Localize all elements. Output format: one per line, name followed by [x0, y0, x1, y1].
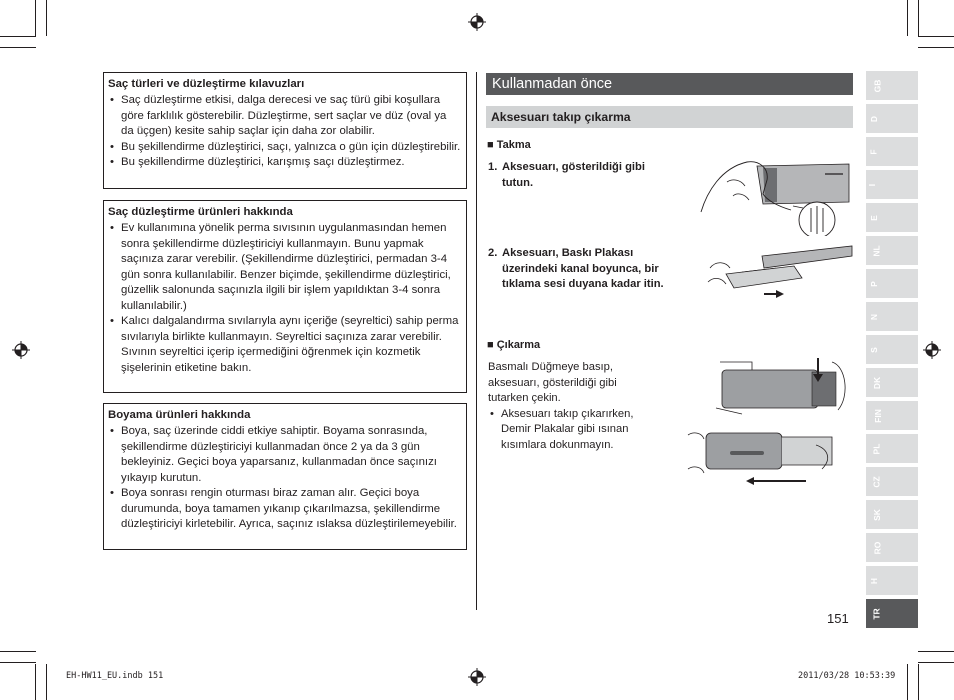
list-item: • Ev kullanımına yönelik perma sıvısının uygulanmasından hemen sonra şekillendirme düzleştiriciyi kullanmayın. Bunu yapmak saçınıza zarar verebilir. (Şekillendirme düzleştirici, permadan 3-4 gün sonra kullanılabilir. Benzer biçimde, şekillendirme düzleştirici, güzellik salonunda saçınızla ilgili bir işlem yapıldıktan 3-4 sonra kullanılabilir.): [108, 221, 462, 314]
language-tab-sk[interactable]: [866, 500, 918, 529]
registration-mark-icon: [468, 13, 486, 31]
list-item: • Boya sonrası rengin oturması biraz zaman alır. Geçici boya durumunda, boya tamamen yıkanıp çıkarılmazsa, şekillendirme düzleştiriciyi kirletebilir. Ayrıca, saçınız ıslaksa düzleştirilemeyebilir.: [108, 486, 462, 533]
attachment-hold-illustration: [697, 152, 853, 236]
language-tab-f[interactable]: [866, 137, 918, 166]
crop-mark: [0, 47, 36, 48]
dyeing-products-box: [103, 403, 467, 550]
crop-mark: [35, 664, 36, 700]
step-1: 1. Aksesuarı, gösterildiği gibi tutun.: [488, 161, 645, 189]
language-tab-n[interactable]: [866, 302, 918, 331]
language-tab-label: P: [868, 280, 879, 287]
language-tab-s[interactable]: [866, 335, 918, 364]
remove-label: ■ Çıkarma: [487, 339, 541, 351]
step-2: 2. Aksesuarı, Baskı Plakası üzerindeki kanal boyunca, bir tıklama sesi duyana kadar itin.: [488, 247, 664, 290]
list-item: • Boya, saç üzerinde ciddi etkiye sahiptir. Boyama sonrasında, şekillendirme düzleştiriciyi kullanmadan önce 2 ya da 3 gün bekleyiniz. Geçici boya yaparsanız, kullanmadan önce saçınızı yıkayıp kurutun.: [108, 424, 462, 486]
box-title: Boyama ürünleri hakkında: [108, 409, 251, 421]
registration-mark-icon: [923, 341, 941, 359]
crop-mark: [907, 664, 908, 700]
language-tab-label: GB: [872, 79, 883, 92]
crop-mark: [46, 664, 47, 700]
crop-mark: [0, 662, 36, 663]
language-tab-label: E: [868, 214, 879, 221]
footer-file: EH-HW11_EU.indb 151: [66, 671, 164, 681]
language-tab-label: PL: [871, 443, 882, 454]
language-tab-fin[interactable]: [866, 401, 918, 430]
crop-mark: [35, 0, 36, 36]
crop-mark: [0, 651, 36, 652]
crop-mark: [918, 36, 954, 37]
crop-mark: [907, 0, 908, 36]
language-tab-nl[interactable]: [866, 236, 918, 265]
language-tab-label: NL: [871, 244, 882, 257]
language-tab-pl[interactable]: [866, 434, 918, 463]
language-tab-h[interactable]: [866, 566, 918, 595]
page-number: 151: [827, 611, 849, 626]
language-tab-label: H: [869, 577, 880, 584]
language-tab-e[interactable]: [866, 203, 918, 232]
language-tab-label: N: [869, 313, 880, 320]
remove-instructions: Basmalı Düğmeye basıp, aksesuarı, gösterildiği gibi tutarken çekin. • Aksesuarı takıp çıkarırken, Demir Plakalar gibi ısınan kısımlara dokunmayın.: [488, 360, 658, 453]
language-tab-gb[interactable]: [866, 71, 918, 100]
language-tab-dk[interactable]: [866, 368, 918, 397]
language-tab-label: F: [868, 148, 879, 155]
straightening-products-box: [103, 200, 467, 393]
registration-mark-icon: [12, 341, 30, 359]
language-tab-label: I: [867, 183, 878, 186]
attachment-pull-illustration: [686, 425, 854, 491]
crop-mark: [46, 0, 47, 36]
language-tab-tr[interactable]: [866, 599, 918, 628]
list-item: • Kalıcı dalgalandırma sıvılarıyla aynı içeriğe (seyreltici) sahip perma sıvılarıyla birlikte kullanmayın. Seyreltici saçınıza zarar verebilir. Sıvının seyreltici içerip içermediğini öğrenmek için kozmetik şişelerinin etiketine bakın.: [108, 314, 462, 376]
language-tab-label: DK: [872, 376, 883, 389]
language-tab-label: RO: [872, 541, 883, 554]
section-title: Kullanmadan önce: [486, 73, 853, 95]
attachment-push-illustration: [706, 242, 854, 302]
language-tab-d[interactable]: [866, 104, 918, 133]
crop-mark: [918, 662, 954, 663]
list-item: • Bu şekillendirme düzleştirici, karışmış saçı düzleştirmez.: [108, 155, 462, 171]
crop-mark: [918, 0, 919, 36]
crop-mark: [0, 36, 36, 37]
box-title: Saç türleri ve düzleştirme kılavuzları: [108, 78, 305, 90]
attach-label: ■ Takma: [487, 139, 531, 151]
crop-mark: [918, 664, 919, 700]
language-tab-label: SK: [871, 508, 882, 521]
crop-mark: [918, 47, 954, 48]
subsection-title: Aksesuarı takıp çıkarma: [486, 106, 853, 128]
language-tab-label: S: [868, 346, 879, 353]
column-divider: [476, 72, 477, 610]
language-tab-cz[interactable]: [866, 467, 918, 496]
list-item: • Bu şekillendirme düzleştirici, saçı, yalnızca o gün için düzleştirebilir.: [108, 140, 462, 156]
list-item: • Aksesuarı takıp çıkarırken, Demir Plakalar gibi ısınan kısımlara dokunmayın.: [488, 407, 658, 454]
language-tab-label: D: [869, 115, 880, 122]
language-tab-label: CZ: [871, 475, 882, 488]
footer-datetime: 2011/03/28 10:53:39: [798, 671, 896, 681]
language-tab-p[interactable]: [866, 269, 918, 298]
language-tab-label: FIN: [872, 408, 883, 423]
crop-mark: [918, 651, 954, 652]
language-tab-i[interactable]: [866, 170, 918, 199]
language-tab-ro[interactable]: [866, 533, 918, 562]
list-item: • Saç düzleştirme etkisi, dalga derecesi ve saç türü gibi koşullara göre farklılık gösterebilir. Düzleştirme, sert saçlar ve düz (oval ya da üçgen) kesite sahip saçlar için daha zor olabilir.: [108, 93, 462, 140]
registration-mark-icon: [468, 668, 486, 686]
box-title: Saç düzleştirme ürünleri hakkında: [108, 206, 293, 218]
attachment-press-illustration: [712, 356, 854, 416]
hair-types-guide-box: [103, 72, 467, 189]
language-tab-label: TR: [871, 607, 882, 620]
